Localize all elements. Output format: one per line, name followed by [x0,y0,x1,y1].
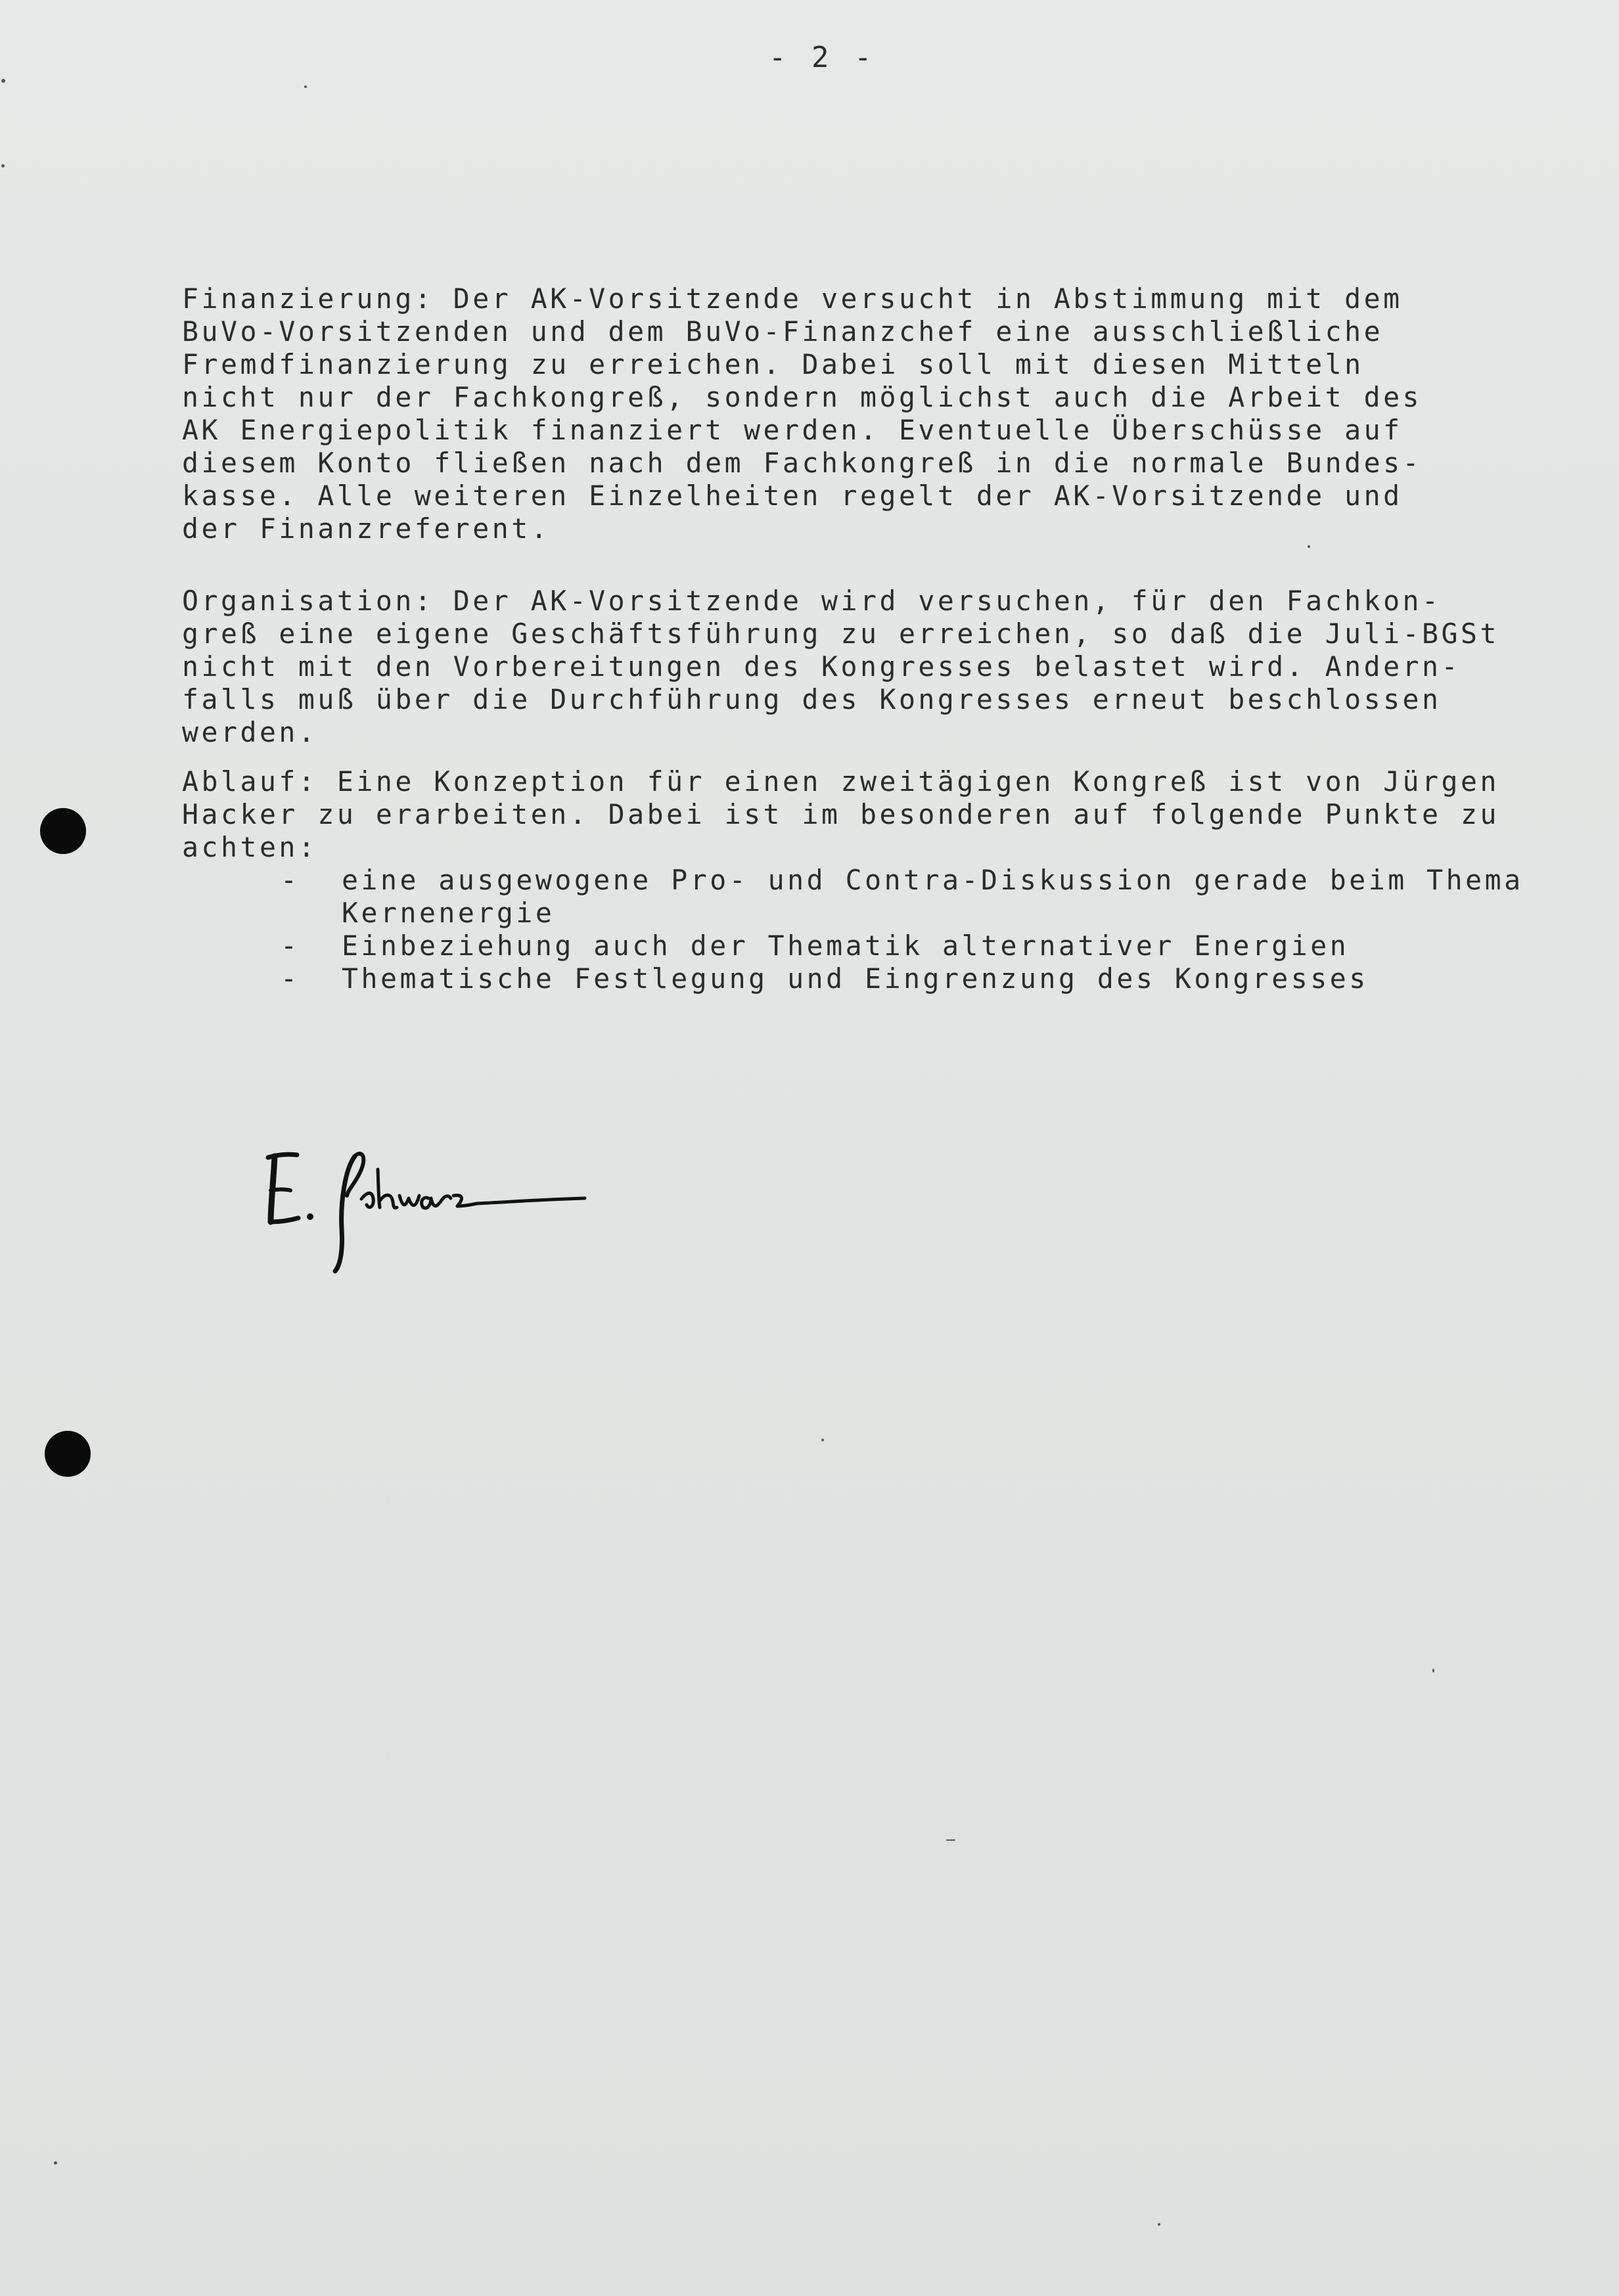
scan-speck [304,85,307,88]
paragraph-organisation [182,585,1588,749]
list-item [281,930,1529,962]
text-line: Fremdfinanzierung zu erreichen. Dabei soll mit diesen Mitteln [182,348,1364,380]
text-line: Organisation: Der AK-Vorsitzende wird versuchen, für den Fachkon- [182,585,1442,617]
paragraph-finanzierung [182,282,1588,545]
list-item [281,864,1529,930]
scan-speck [1432,1669,1434,1673]
text-line: der Finanzreferent. [182,512,551,545]
scan-speck [1158,2223,1160,2226]
bullet-dash: - [281,962,297,995]
text-line: kasse. Alle weiteren Einzelheiten regelt der AK-Vorsitzende und [182,480,1403,512]
text-line: werden. [182,716,318,748]
scan-speck [1,164,5,168]
text-line: Thematische Festlegung und Eingrenzung des Kongresses [342,962,1369,995]
text-line: AK Energiepolitik finanziert werden. Eventuelle Überschüsse auf [182,414,1403,446]
punch-hole [40,808,86,854]
text-line: Ablauf: Eine Konzeption für einen zweitägigen Kongreß ist von Jürgen [182,765,1499,798]
text-line: falls muß über die Durchführung des Kongresses erneut beschlossen [182,683,1442,715]
paragraph-ablauf [182,765,1588,864]
text-line: achten: [182,831,318,863]
text-line: Einbeziehung auch der Thematik alternativer Energien [342,930,1350,962]
text-line: nicht nur der Fachkongreß, sondern möglichst auch die Arbeit des [182,381,1423,413]
scan-speck [1308,545,1310,548]
scan-speck [946,1839,955,1841]
text-line: BuVo-Vorsitzenden und dem BuVo-Finanzchef eine ausschließliche [182,315,1384,348]
text-line: eine ausgewogene Pro- und Contra-Diskussion gerade beim Thema [342,864,1524,896]
bullet-dash: - [281,864,297,896]
handwritten-signature [256,1130,611,1274]
scan-speck [1,79,5,83]
page-number: - 2 - [769,41,876,74]
text-line: nicht mit den Vorbereitungen des Kongresses belastet wird. Andern- [182,650,1461,683]
text-line: greß eine eigene Geschäftsführung zu erreichen, so daß die Juli-BGSt [182,618,1499,650]
text-line: Finanzierung: Der AK-Vorsitzende versucht in Abstimmung mit dem [182,282,1403,315]
bullet-dash: - [281,930,297,962]
text-line: diesem Konto fließen nach dem Fachkongreß in die normale Bundes- [182,447,1423,479]
text-line: Kernenergie [342,897,555,929]
scan-speck [821,1439,824,1441]
punch-hole [45,1431,91,1477]
list-item [281,962,1529,995]
text-line: Hacker zu erarbeiten. Dabei ist im besonderen auf folgende Punkte zu [182,798,1499,830]
scan-speck [54,2161,57,2165]
